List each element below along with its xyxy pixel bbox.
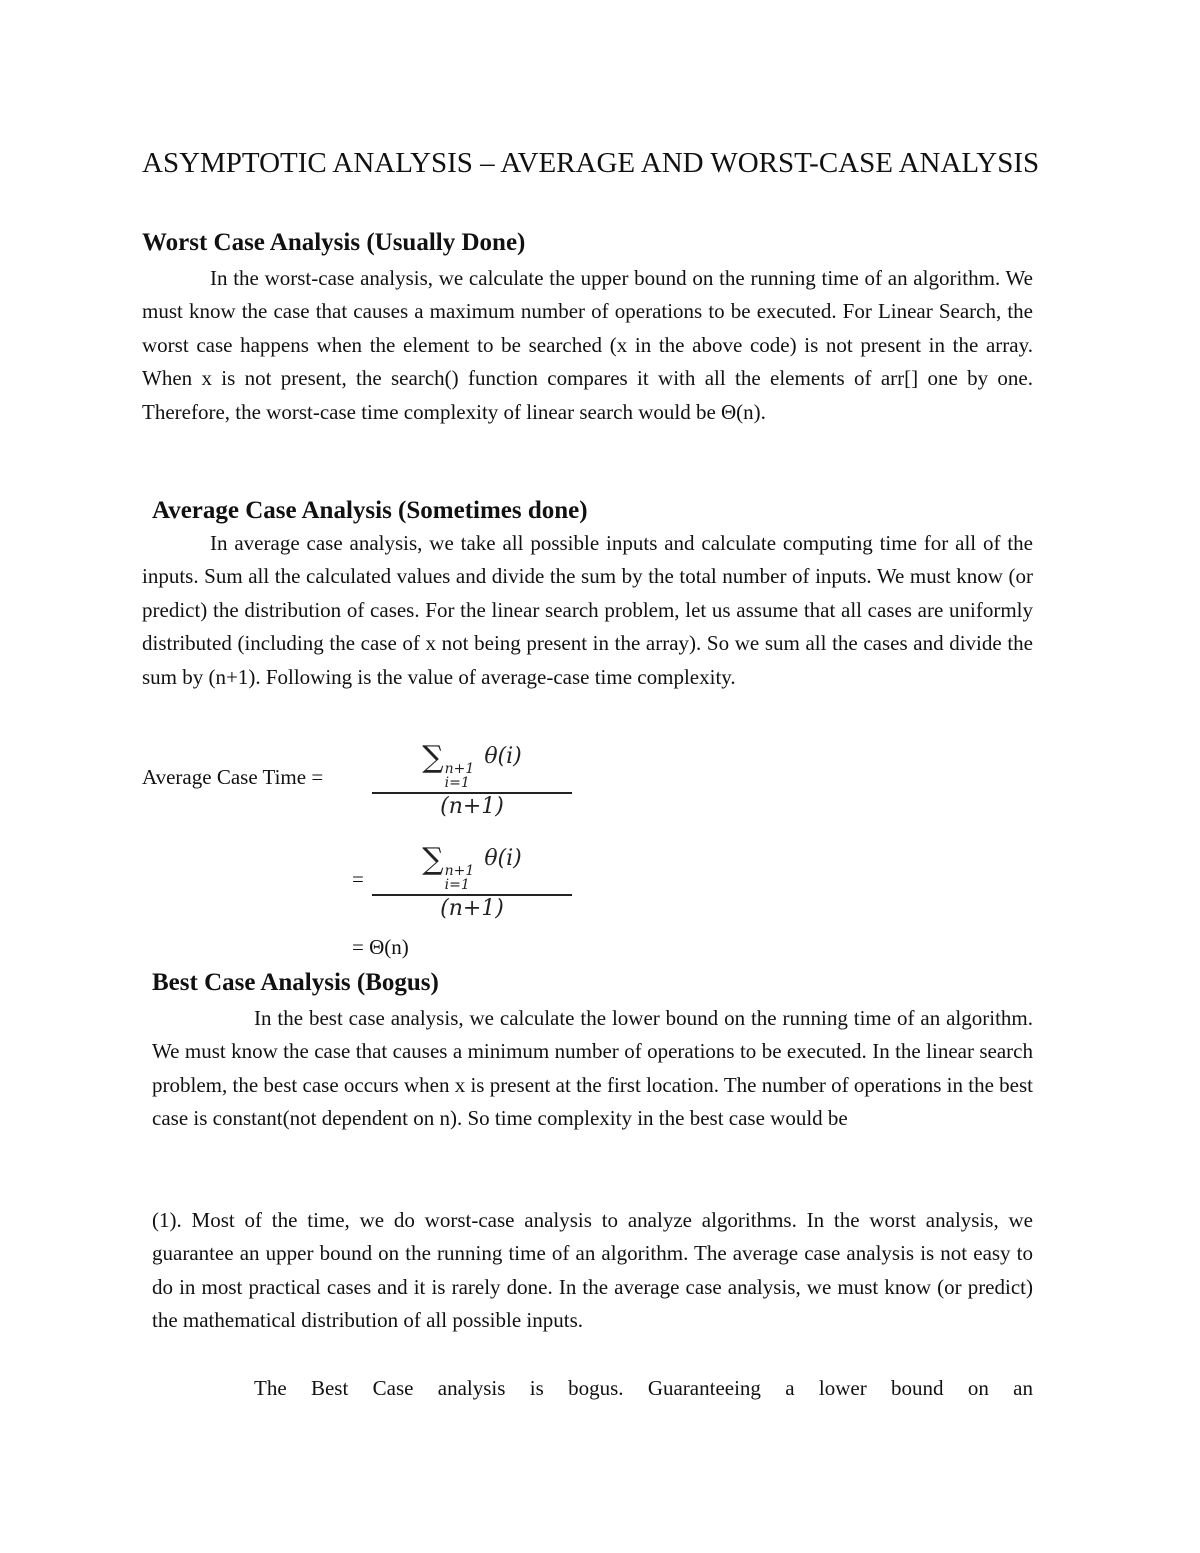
worst-case-heading: Worst Case Analysis (Usually Done) [142,229,526,256]
average-case-time-label: Average Case Time = [142,765,324,789]
formula-term: θ(i) [484,846,522,871]
formula-equals-sign: = [352,867,364,891]
average-case-result: = Θ(n) [352,935,409,959]
best-case-heading: Best Case Analysis (Bogus) [152,969,439,996]
average-case-heading: Average Case Analysis (Sometimes done) [152,497,588,524]
best-case-paragraph: In the best case analysis, we calculate the lower bound on the running time of an algorithm. We must know the case that causes a minimum number of operations to be executed. In the linear search problem, the best case occurs when x is present at the first location. The number of operations in the best case is constant(not dependent on n). So time complexity in the best case would be [152,1006,1033,1131]
formula-numerator [422,842,522,893]
formula-upper-limit: n+1 [444,863,475,879]
average-formula-fraction-2 [372,842,572,921]
formula-upper-limit: n+1 [444,761,475,777]
formula-denominator: (n+1) [440,896,504,921]
best-case-paragraph-2: (1). Most of the time, we do worst-case analysis to analyze algorithms. In the worst analysis, we guarantee an upper bound on the running time of an algorithm. The average case analysis is not easy to do in most practical cases and it is rarely done. In the average case analysis, we must know (or predict) the mathematical distribution of all possible inputs. [152,1208,1033,1333]
page-title: ASYMPTOTIC ANALYSIS – AVERAGE AND WORST-CASE ANALYSIS [142,147,1040,179]
formula-denominator: (n+1) [440,794,504,819]
worst-case-paragraph: In the worst-case analysis, we calculate the upper bound on the running time of an algorithm. We must know the case that causes a maximum number of operations to be executed. For Linear Search, the worst case happens when the element to be searched (x in the above code) is not present in the array. When x is not present, the search() function compares it with all the elements of arr[] one by one. Therefore, the worst-case time complexity of linear search would be Θ(n). [142,266,1033,424]
formula-term: θ(i) [484,744,522,769]
formula-lower-limit: i=1 [444,877,470,893]
average-formula-fraction-1 [372,740,572,819]
formula-lower-limit: i=1 [444,775,470,791]
best-case-paragraph-3: The Best Case analysis is bogus. Guaranteeing a lower bound on an [254,1376,1033,1400]
formula-numerator [422,740,522,791]
average-case-paragraph: In average case analysis, we take all possible inputs and calculate computing time for all of the inputs. Sum all the calculated values and divide the sum by the total number of inputs. We must know (or predict) the distribution of cases. For the linear search problem, let us assume that all cases are uniformly distributed (including the case of x not being present in the array). So we sum all the cases and divide the sum by (n+1). Following is the value of average-case time complexity. [142,531,1033,689]
sigma-symbol: ∑ [422,842,444,877]
sigma-symbol: ∑ [422,740,444,775]
